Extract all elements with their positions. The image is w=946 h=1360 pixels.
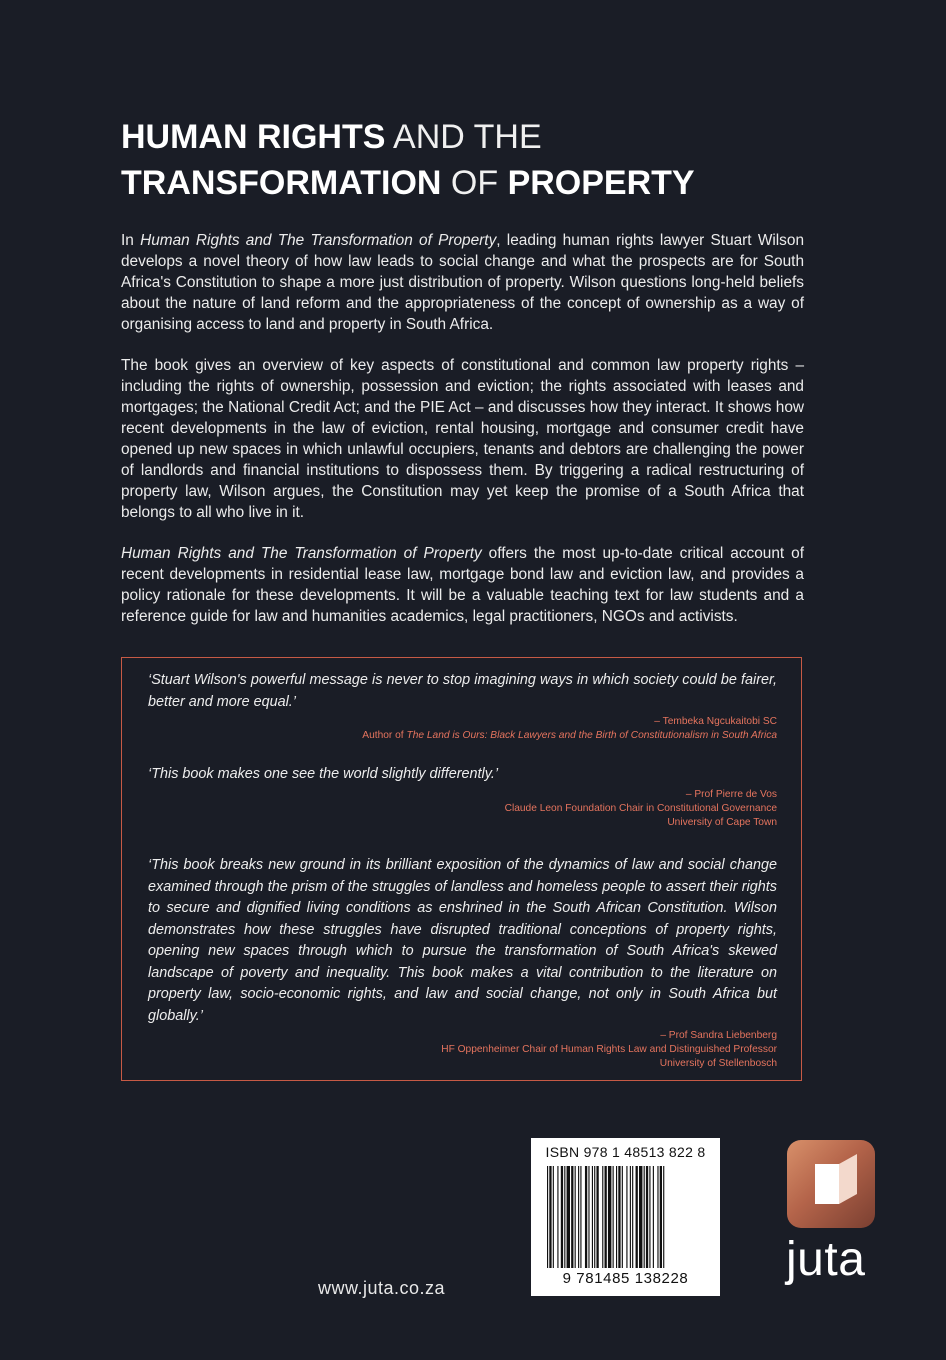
review-quote: ‘This book makes one see the world slightly differently.’: [148, 766, 499, 782]
barcode-bar: [646, 1166, 648, 1268]
barcode-bar: [596, 1166, 598, 1268]
title-line-1: [121, 114, 695, 160]
barcode-bar: [626, 1166, 627, 1268]
barcode-bar: [588, 1166, 589, 1268]
barcode-bar: [567, 1166, 570, 1268]
barcode-bar: [594, 1166, 595, 1268]
barcode-bar: [644, 1166, 645, 1268]
barcode-bar: [564, 1166, 565, 1268]
p3-book-title: Human Rights and The Transformation of Property: [121, 545, 482, 562]
title-line-2: [121, 160, 695, 206]
barcode-bar: [649, 1166, 650, 1268]
review-attribution: [148, 1029, 777, 1071]
barcode: [531, 1138, 720, 1296]
reviewer-role: Claude Leon Foundation Chair in Constitutional Governance: [504, 802, 777, 814]
blurb-paragraph-3: [121, 543, 804, 627]
blurb-paragraph-1: [121, 230, 804, 335]
barcode-bar: [575, 1166, 576, 1268]
publisher-url[interactable]: www.juta.co.za: [318, 1278, 446, 1298]
blurb-paragraph-2: The book gives an overview of key aspects of constitutional and common law property rights – including the rights of ownership, possession and eviction; the rights associated with leases and mortgages; the National Credit Act; and the PIE Act – and discusses how they interact. It shows how recent developments in the law of eviction, rental housing, mortgage and consumer credit have opened up new spaces in which unlawful occupiers, tenants and debtors are challenging the power of landlords and financial institutions to dispossess them. By triggering a radical restructuring of property law, Wilson argues, the Constitution may yet keep the promise of a South Africa that belongs to all who live in it.: [121, 357, 804, 521]
book-title: [121, 114, 695, 206]
review-3: [148, 855, 777, 1071]
reviews-box: [121, 657, 802, 1081]
barcode-bar: [608, 1166, 611, 1268]
title-bold-2: TRANSFORMATION: [121, 164, 442, 202]
review-quote: ‘Stuart Wilson's powerful message is never to stop imagining ways in which society could be fairer, better and more equal.’: [148, 672, 777, 710]
barcode-bar: [657, 1166, 658, 1268]
blurb: [121, 230, 804, 647]
isbn-digits: 9 781485 138228: [562, 1270, 689, 1287]
barcode-bar: [549, 1166, 551, 1268]
review-attribution: [148, 715, 777, 743]
barcode-bar: [602, 1166, 603, 1268]
role-book-title: The Land is Ours: Black Lawyers and the Birth of Constitutionalism in South Africa: [406, 730, 777, 741]
isbn-label: ISBN 978 1 48513 822 8: [545, 1144, 706, 1160]
barcode-bar: [592, 1166, 593, 1268]
barcode-bar: [639, 1166, 642, 1268]
juta-logo-icon: [787, 1140, 875, 1228]
barcode-bar: [653, 1166, 654, 1268]
barcode-bar: [636, 1166, 638, 1268]
title-light-2: OF: [450, 164, 499, 202]
barcode-bar: [571, 1166, 573, 1268]
barcode-bar: [630, 1166, 631, 1268]
p1-book-title: Human Rights and The Transformation of Property: [140, 232, 497, 249]
barcode-bar: [663, 1166, 664, 1268]
barcode-bar: [557, 1166, 558, 1268]
barcode-bar: [632, 1166, 633, 1268]
barcode-bar: [618, 1166, 620, 1268]
barcode-bar: [622, 1166, 623, 1268]
barcode-bar: [578, 1166, 579, 1268]
barcode-bar: [613, 1166, 614, 1268]
logo-book-page: [815, 1164, 839, 1204]
barcode-bar: [580, 1166, 581, 1268]
barcode-bar: [616, 1166, 617, 1268]
role-prefix: Author of: [362, 730, 407, 741]
reviewer-affiliation: University of Stellenbosch: [659, 1058, 777, 1069]
title-bold-1: HUMAN RIGHTS: [121, 118, 386, 156]
reviewer-role: [148, 729, 777, 743]
barcode-bar: [660, 1166, 662, 1268]
publisher-logo-text: juta: [786, 1233, 866, 1286]
review-attribution: [148, 788, 777, 830]
reviewer-name: – Tembeka Ngcukaitobi SC: [654, 716, 777, 727]
review-2: [148, 764, 777, 830]
reviewer-name: – Prof Sandra Liebenberg: [660, 1030, 777, 1041]
reviewer-role: HF Oppenheimer Chair of Human Rights Law and Distinguished Professor: [441, 1044, 777, 1055]
review-1: [148, 670, 777, 743]
barcode-bar: [605, 1166, 607, 1268]
reviewer-name: – Prof Pierre de Vos: [685, 788, 777, 800]
reviewer-affiliation: University of Cape Town: [667, 816, 777, 828]
barcode-bar: [561, 1166, 563, 1268]
title-bold-3: PROPERTY: [507, 164, 695, 202]
review-quote: ‘This book breaks new ground in its brilliant exposition of the dynamics of law and social change examined through the prism of the struggles of landless and homeless people to assert their rights to secure and dignified living conditions as enshrined in the South African Constitution. Wilson demonstrates how these struggles have disrupted traditional conceptions of property rights, opening new spaces through which to pursue the transformation of South Africa's skewed landscape of poverty and inequality. This book makes a vital contribution to the literature on property law, socio-economic rights, and law and social change, not only in South Africa but globally.’: [148, 857, 777, 1024]
p3-text: offers the most up-to-date critical account of recent developments in residential lease law, mortgage bond law and eviction law, and provides a policy rationale for these developments. It will be a valuable teaching text for law students and a reference guide for law and humanities academics, legal practitioners, NGOs and activists.: [121, 545, 804, 625]
p1-lead: In: [121, 232, 141, 249]
title-light-1: AND THE: [393, 118, 542, 156]
barcode-bar: [547, 1166, 548, 1268]
p1-text: , leading human rights lawyer Stuart Wilson develops a novel theory of how law leads to social change and what the prospects are for South Africa's Constitution to shape a more just distribution of property. Wilson questions long-held beliefs about the nature of land reform and the appropriateness of the concept of ownership as a way of organising access to land and property in South Africa.: [121, 232, 804, 333]
barcode-bar: [553, 1166, 554, 1268]
barcode-bar: [585, 1166, 587, 1268]
logo-book-cover: [839, 1154, 857, 1204]
